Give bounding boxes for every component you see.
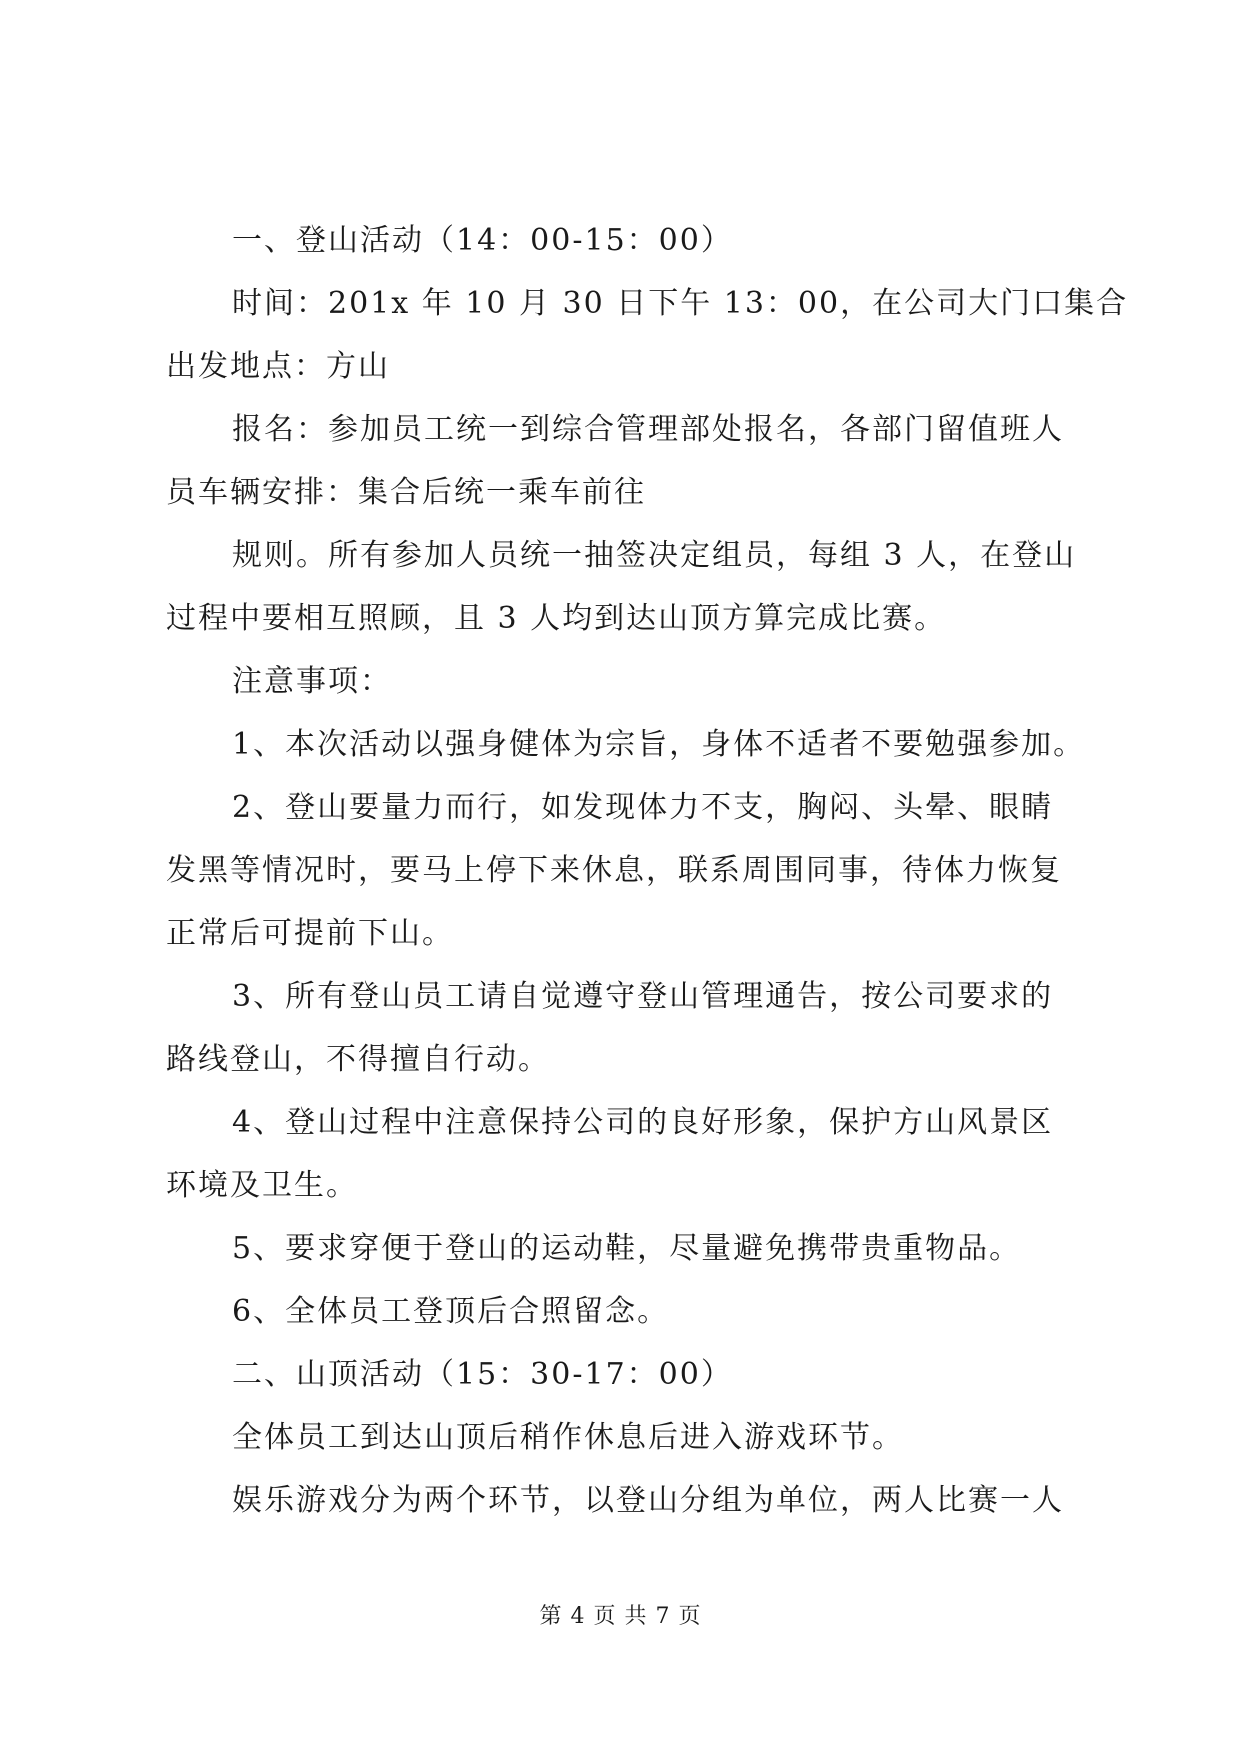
list-item: 1、本次活动以强身健体为宗旨，身体不适者不要勉强参加。 <box>232 727 1086 762</box>
list-item: 2、登山要量力而行，如发现体力不支，胸闷、头晕、眼睛 <box>232 790 1054 825</box>
paragraph-line: 发黑等情况时，要马上停下来休息，联系周围同事，待体力恢复 <box>166 853 1062 888</box>
document-body <box>166 222 1129 1545</box>
paragraph-line: 环境及卫生。 <box>166 1168 358 1203</box>
list-item: 5、要求穿便于登山的运动鞋，尽量避免携带贵重物品。 <box>232 1231 1022 1266</box>
list-item: 4、登山过程中注意保持公司的良好形象，保护方山风景区 <box>232 1105 1054 1140</box>
paragraph-line: 报名：参加员工统一到综合管理部处报名，各部门留值班人 <box>232 412 1064 447</box>
list-item: 6、全体员工登顶后合照留念。 <box>232 1294 670 1329</box>
paragraph-line: 员车辆安排：集合后统一乘车前往 <box>166 475 646 510</box>
section-heading-climbing: 一、登山活动（14：00-15：00） <box>232 223 733 258</box>
paragraph-line: 路线登山，不得擅自行动。 <box>166 1042 550 1077</box>
paragraph-line: 过程中要相互照顾，且 3 人均到达山顶方算完成比赛。 <box>166 601 947 636</box>
paragraph-line: 时间：201x 年 10 月 30 日下午 13：00，在公司大门口集合 <box>232 286 1129 321</box>
paragraph-line: 娱乐游戏分为两个环节，以登山分组为单位，两人比赛一人 <box>232 1483 1064 1518</box>
page-number-footer: 第 4 页 共 7 页 <box>539 1604 702 1629</box>
section-heading-summit: 二、山顶活动（15：30-17：00） <box>232 1357 733 1392</box>
notes-heading: 注意事项： <box>232 664 392 699</box>
paragraph-line: 规则。所有参加人员统一抽签决定组员，每组 3 人，在登山 <box>232 538 1077 573</box>
paragraph-line: 出发地点：方山 <box>166 349 390 384</box>
list-item: 3、所有登山员工请自觉遵守登山管理通告，按公司要求的 <box>232 979 1054 1014</box>
paragraph-line: 全体员工到达山顶后稍作休息后进入游戏环节。 <box>232 1420 904 1455</box>
paragraph-line: 正常后可提前下山。 <box>166 916 454 951</box>
